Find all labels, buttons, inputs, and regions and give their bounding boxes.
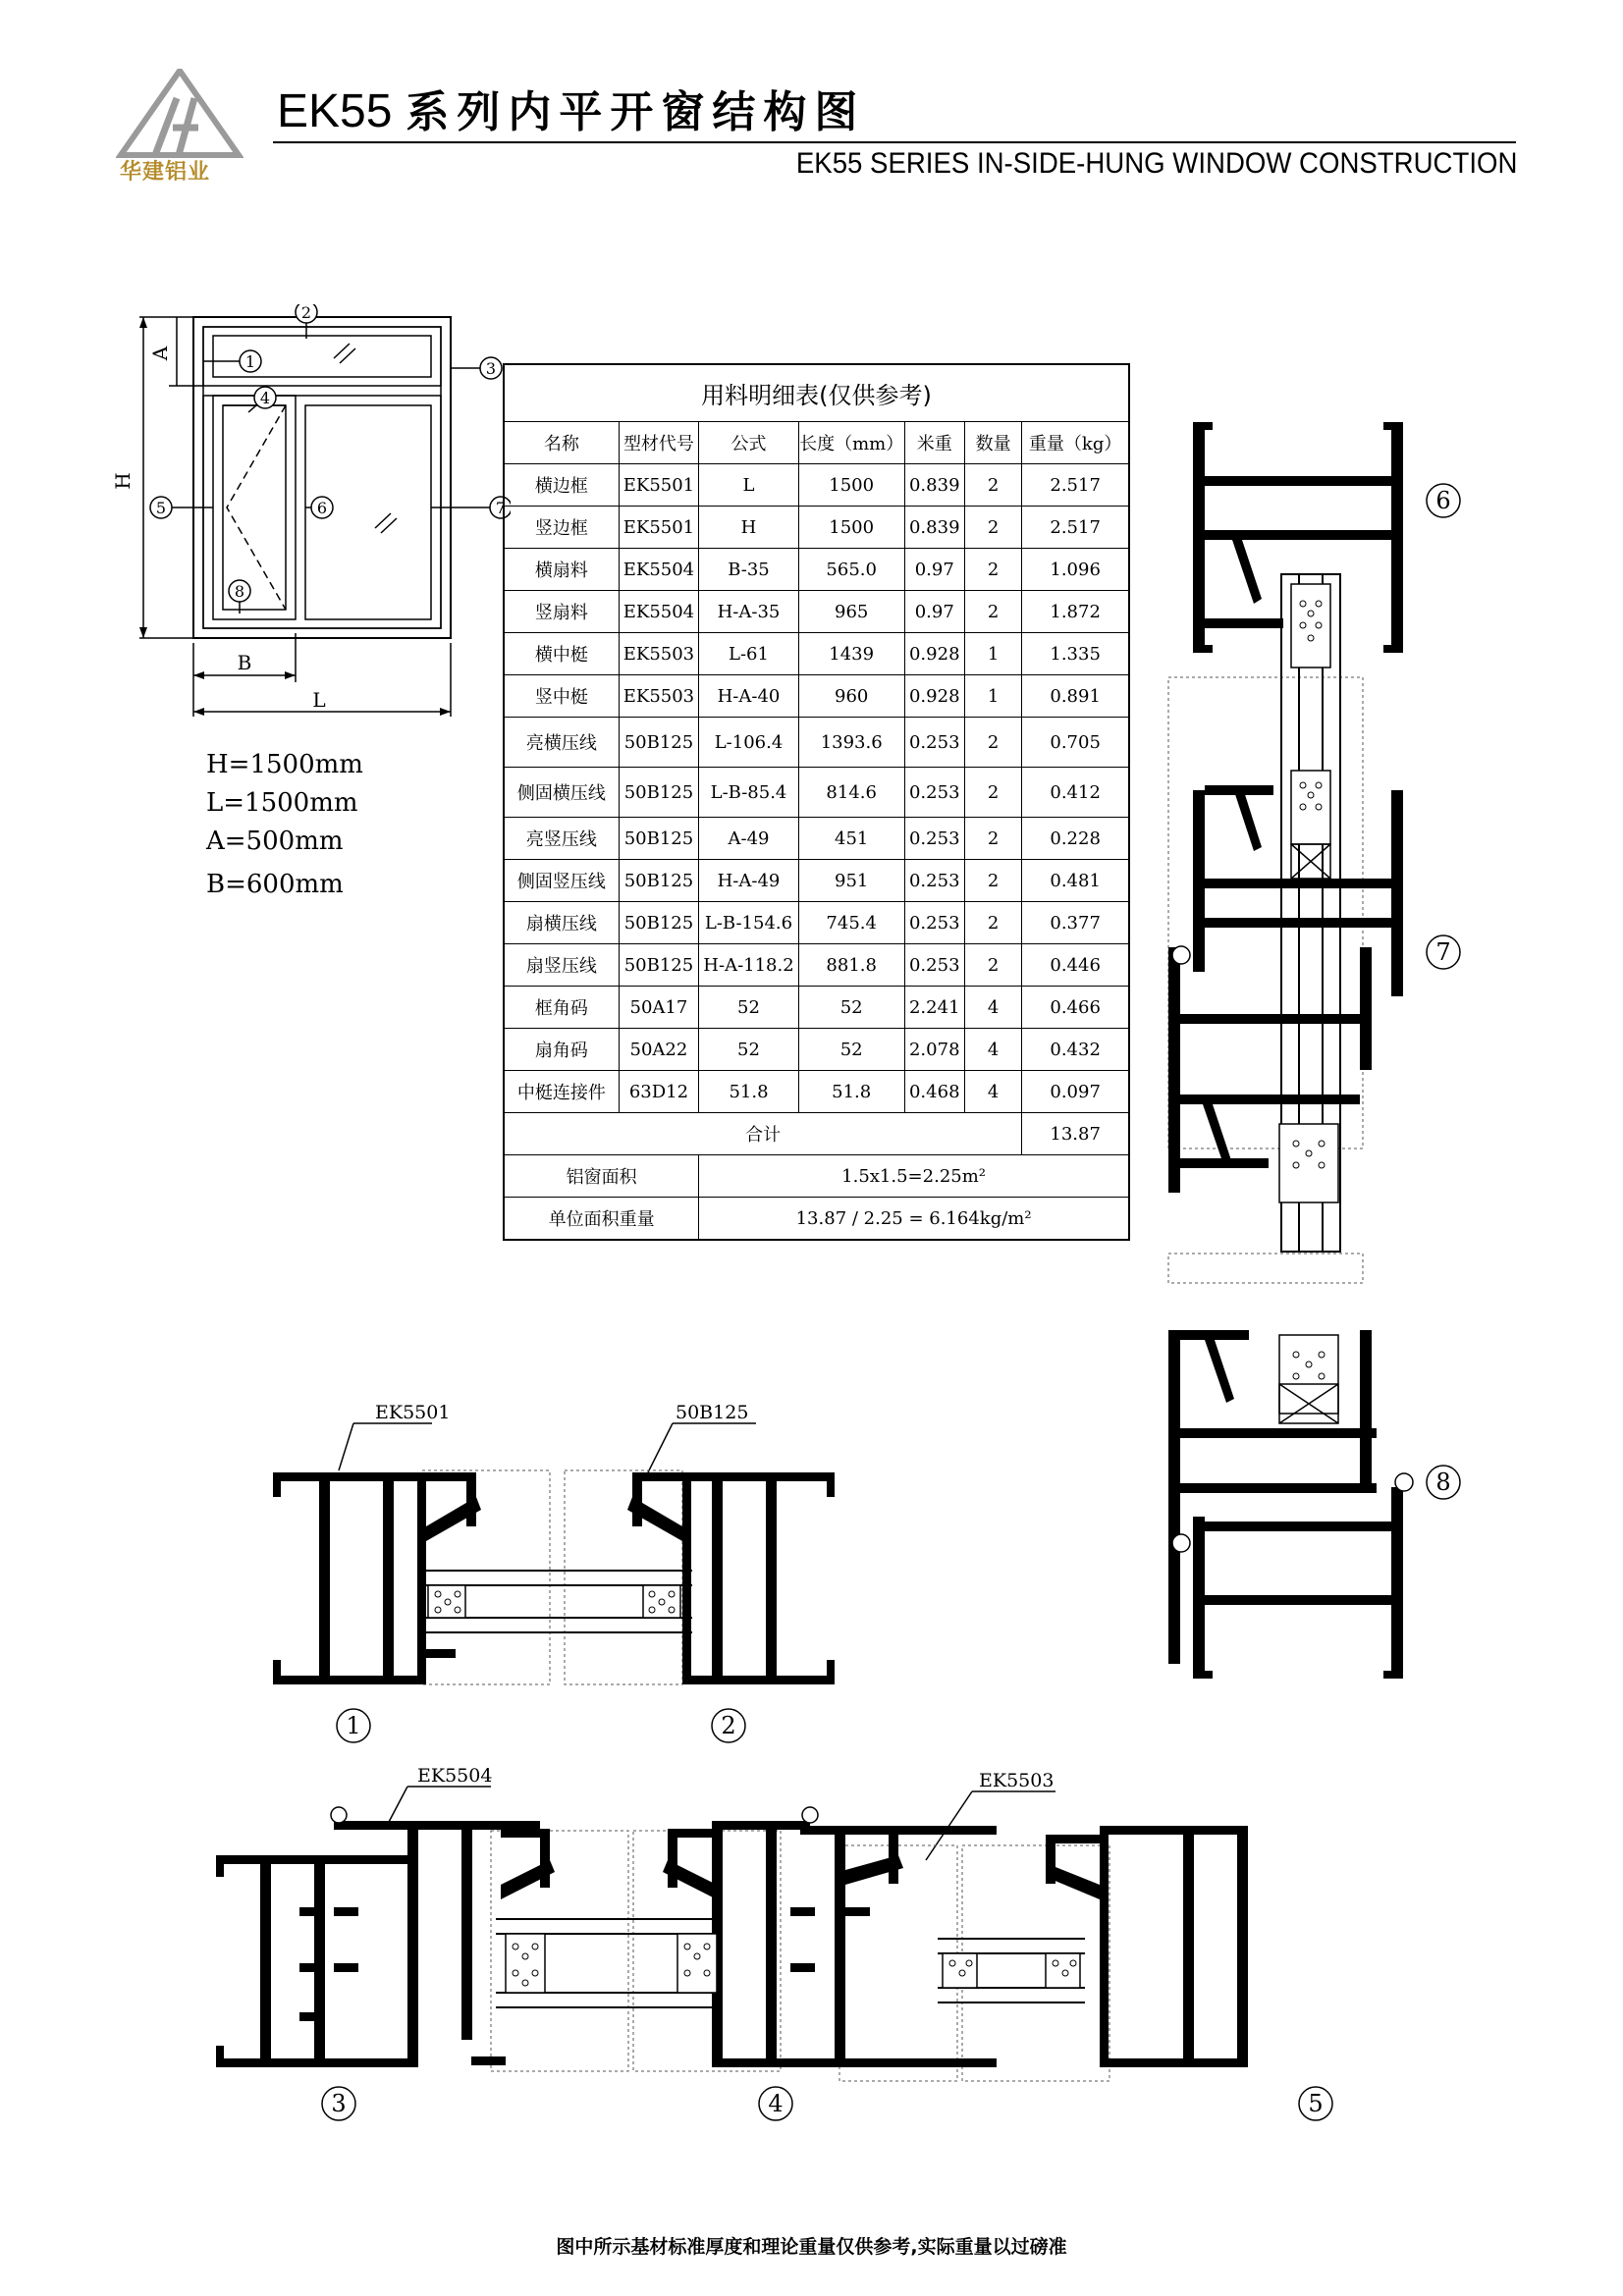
section-5-profile: EK5503	[979, 1770, 1055, 1791]
vertical-section-drawing	[1144, 417, 1478, 1683]
table-cell: 1393.6	[798, 718, 904, 768]
table-cell: 0.97	[904, 549, 964, 591]
table-cell: L-B-154.6	[699, 902, 799, 944]
table-cell: 中梃连接件	[504, 1071, 619, 1113]
callout-label: 6	[316, 499, 328, 517]
total-label: 合计	[504, 1113, 1022, 1155]
section-number: 8	[1435, 1468, 1451, 1496]
table-cell: 2	[964, 591, 1021, 633]
table-cell: 0.253	[904, 902, 964, 944]
section-2-number: 2	[721, 1712, 736, 1739]
table-cell: 51.8	[699, 1071, 799, 1113]
table-cell: 2	[964, 902, 1021, 944]
table-row	[504, 633, 1129, 675]
model-code: EK55	[277, 85, 393, 137]
logo-text: 华建铝业	[120, 160, 211, 185]
table-row	[504, 1198, 1129, 1241]
section-number: 6	[1435, 487, 1451, 514]
table-row	[504, 718, 1129, 768]
dim-label-a: A	[148, 346, 172, 361]
table-cell: 2	[964, 818, 1021, 860]
table-cell: 横扇料	[504, 549, 619, 591]
table-cell: 4	[964, 1029, 1021, 1071]
table-row	[504, 549, 1129, 591]
table-cell: 4	[964, 987, 1021, 1029]
table-cell: 框角码	[504, 987, 619, 1029]
page-title	[277, 77, 865, 139]
table-cell: H-A-118.2	[699, 944, 799, 987]
dim-label-h: H	[111, 472, 135, 490]
table-cell: H	[699, 507, 799, 549]
table-row	[504, 464, 1129, 507]
table-cell: 0.481	[1022, 860, 1129, 902]
callout-label: 5	[155, 499, 167, 517]
table-cell: A-49	[699, 818, 799, 860]
table-cell: 1	[964, 633, 1021, 675]
table-cell: 52	[699, 1029, 799, 1071]
callout-label: 8	[234, 582, 245, 601]
table-cell: 0.891	[1022, 675, 1129, 718]
section-1-profile: EK5501	[375, 1402, 451, 1423]
table-cell: 50A17	[619, 987, 698, 1029]
table-cell: 960	[798, 675, 904, 718]
table-cell: 亮横压线	[504, 718, 619, 768]
table-cell: L	[699, 464, 799, 507]
dim-label-b: B	[237, 651, 252, 674]
window-elevation-diagram	[108, 304, 511, 726]
table-cell: 横边框	[504, 464, 619, 507]
table-cell: 2.241	[904, 987, 964, 1029]
dim-h: H=1500mm	[206, 750, 363, 779]
table-cell: 0.253	[904, 860, 964, 902]
table-cell: 竖扇料	[504, 591, 619, 633]
table-cell: 50B125	[619, 860, 698, 902]
table-cell: 0.253	[904, 718, 964, 768]
table-cell: 0.705	[1022, 718, 1129, 768]
table-cell: 50B125	[619, 768, 698, 818]
table-cell: 扇横压线	[504, 902, 619, 944]
table-cell: 0.377	[1022, 902, 1129, 944]
section-2-profile: 50B125	[676, 1402, 749, 1423]
column-header: 名称	[504, 422, 619, 464]
table-cell: L-B-85.4	[699, 768, 799, 818]
table-caption: 用料明细表(仅供参考)	[504, 364, 1129, 422]
title-cn: 系列内平开窗结构图	[406, 87, 866, 137]
table-cell: 1.096	[1022, 549, 1129, 591]
table-row	[504, 1113, 1129, 1155]
area-value: 1.5x1.5=2.25m²	[699, 1155, 1129, 1198]
table-cell: 侧固横压线	[504, 768, 619, 818]
table-cell: 51.8	[798, 1071, 904, 1113]
table-cell: 50B125	[619, 818, 698, 860]
table-cell: 0.253	[904, 818, 964, 860]
table-row	[504, 507, 1129, 549]
unit-weight-label: 单位面积重量	[504, 1198, 699, 1241]
table-cell: EK5504	[619, 591, 698, 633]
table-cell: 50B125	[619, 944, 698, 987]
total-value: 13.87	[1022, 1113, 1129, 1155]
section-3-profile: EK5504	[417, 1765, 493, 1787]
table-row	[504, 818, 1129, 860]
table-row	[504, 860, 1129, 902]
table-cell: 侧固竖压线	[504, 860, 619, 902]
table-cell: EK5501	[619, 464, 698, 507]
table-cell: 2	[964, 549, 1021, 591]
table-cell: 1500	[798, 464, 904, 507]
dim-l: L=1500mm	[206, 788, 358, 818]
table-cell: 0.432	[1022, 1029, 1129, 1071]
table-cell: 52	[798, 1029, 904, 1071]
table-cell: 0.253	[904, 768, 964, 818]
column-header: 公式	[699, 422, 799, 464]
table-cell: 451	[798, 818, 904, 860]
table-cell: 0.412	[1022, 768, 1129, 818]
table-row	[504, 768, 1129, 818]
section-number: 7	[1435, 938, 1451, 966]
table-cell: 565.0	[798, 549, 904, 591]
section-4-number: 4	[768, 2090, 784, 2117]
table-cell: 0.446	[1022, 944, 1129, 987]
table-row	[504, 1071, 1129, 1113]
table-row	[504, 944, 1129, 987]
table-cell: 951	[798, 860, 904, 902]
table-cell: 2.517	[1022, 464, 1129, 507]
callout-label: 2	[300, 304, 312, 322]
table-row	[504, 902, 1129, 944]
table-cell: 1.335	[1022, 633, 1129, 675]
table-cell: L-106.4	[699, 718, 799, 768]
callout-label: 3	[485, 359, 497, 378]
table-row	[504, 675, 1129, 718]
table-cell: 52	[699, 987, 799, 1029]
unit-weight-value: 13.87 / 2.25 = 6.164kg/m²	[699, 1198, 1129, 1241]
dim-label-l: L	[312, 688, 326, 712]
table-cell: 竖边框	[504, 507, 619, 549]
table-cell: 0.468	[904, 1071, 964, 1113]
table-cell: 814.6	[798, 768, 904, 818]
column-header: 数量	[964, 422, 1021, 464]
callout-label: 1	[244, 352, 256, 371]
table-cell: 63D12	[619, 1071, 698, 1113]
table-cell: 2.517	[1022, 507, 1129, 549]
section-3-4-5-drawing	[201, 1762, 1443, 2135]
table-cell: 50A22	[619, 1029, 698, 1071]
column-header: 型材代号	[619, 422, 698, 464]
company-logo	[116, 69, 243, 162]
table-cell: 0.839	[904, 464, 964, 507]
footer-note: 图中所示基材标准厚度和理论重量仅供参考,实际重量以过磅准	[556, 2236, 1067, 2258]
table-cell: 2	[964, 718, 1021, 768]
table-cell: 1	[964, 675, 1021, 718]
title-en: EK55 SERIES IN-SIDE-HUNG WINDOW CONSTRUCTION	[795, 147, 1517, 180]
table-cell: 2	[964, 464, 1021, 507]
header-rule	[273, 141, 1516, 143]
table-cell: 0.466	[1022, 987, 1129, 1029]
table-cell: 0.97	[904, 591, 964, 633]
table-cell: 52	[798, 987, 904, 1029]
table-cell: EK5504	[619, 549, 698, 591]
table-cell: 881.8	[798, 944, 904, 987]
callout-label: 4	[259, 389, 271, 407]
section-1-number: 1	[346, 1712, 361, 1739]
table-cell: 0.928	[904, 675, 964, 718]
table-cell: 扇竖压线	[504, 944, 619, 987]
table-row	[504, 1155, 1129, 1198]
table-cell: 745.4	[798, 902, 904, 944]
table-row	[504, 591, 1129, 633]
table-cell: L-61	[699, 633, 799, 675]
table-cell: 4	[964, 1071, 1021, 1113]
table-cell: 0.839	[904, 507, 964, 549]
callout-label: 7	[495, 499, 507, 517]
table-cell: 0.928	[904, 633, 964, 675]
table-cell: 竖中梃	[504, 675, 619, 718]
column-header: 长度（mm）	[798, 422, 904, 464]
table-cell: 50B125	[619, 718, 698, 768]
table-cell: H-A-35	[699, 591, 799, 633]
area-label: 铝窗面积	[504, 1155, 699, 1198]
table-cell: 0.228	[1022, 818, 1129, 860]
table-cell: 2	[964, 944, 1021, 987]
table-cell: H-A-40	[699, 675, 799, 718]
table-cell: 亮竖压线	[504, 818, 619, 860]
table-cell: 1.872	[1022, 591, 1129, 633]
table-cell: 扇角码	[504, 1029, 619, 1071]
table-cell: EK5501	[619, 507, 698, 549]
table-cell: 50B125	[619, 902, 698, 944]
table-cell: 2	[964, 507, 1021, 549]
table-cell: 2.078	[904, 1029, 964, 1071]
table-cell: 1500	[798, 507, 904, 549]
table-cell: EK5503	[619, 633, 698, 675]
table-cell: H-A-49	[699, 860, 799, 902]
section-5-number: 5	[1308, 2090, 1324, 2117]
table-cell: 2	[964, 768, 1021, 818]
table-cell: 横中梃	[504, 633, 619, 675]
table-row	[504, 987, 1129, 1029]
dim-b: B=600mm	[206, 870, 344, 899]
material-table	[503, 363, 1130, 1241]
table-cell: 2	[964, 860, 1021, 902]
section-1-2-drawing	[265, 1394, 854, 1757]
table-cell: 1439	[798, 633, 904, 675]
column-header: 米重	[904, 422, 964, 464]
table-cell: EK5503	[619, 675, 698, 718]
section-3-number: 3	[331, 2090, 347, 2117]
table-row	[504, 1029, 1129, 1071]
table-cell: 0.253	[904, 944, 964, 987]
column-header: 重量（kg）	[1022, 422, 1129, 464]
table-cell: 965	[798, 591, 904, 633]
dim-a: A=500mm	[206, 827, 344, 856]
table-cell: B-35	[699, 549, 799, 591]
table-cell: 0.097	[1022, 1071, 1129, 1113]
